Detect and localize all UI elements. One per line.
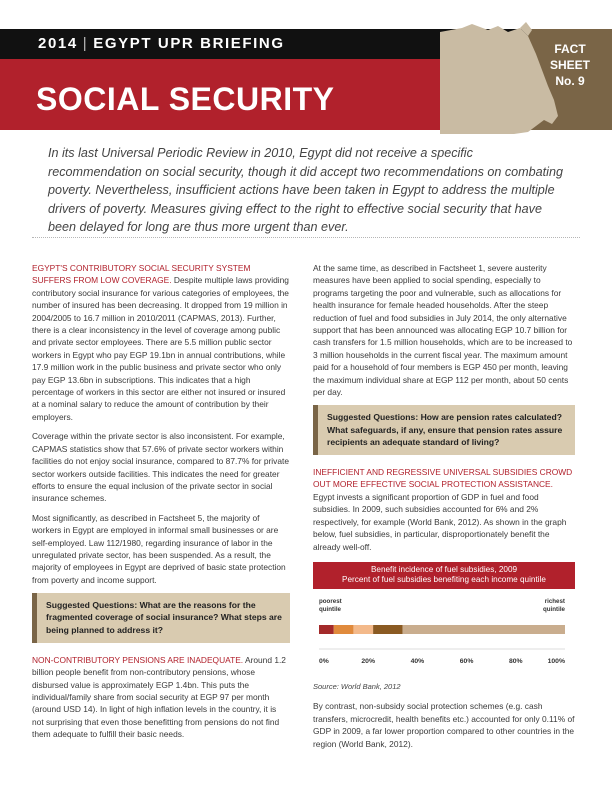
poorest-quintile-label: poorest (319, 597, 342, 605)
page-title: SOCIAL SECURITY (36, 81, 335, 117)
text-pensions: Around 1.2 billion people benefit from non-contributory pensions, whose disbursed value is approximately EGP 1.4bn. This puts the individual/family share from social security at EGP 97 per month (around USD 14). In light of high inflation levels in the country, it is not surprising that even those benefitting from pensions do not find them adequate to fulfill their basic needs. (32, 654, 286, 740)
text-subsidies: Egypt invests a significant proportion of GDP in fuel and food subsidies. In 2009, such subsidies accounted for 6% and 2% respectively, for example (World Bank, 2012). As shown in the graph below, fuel subsidies, in particular, disproportionately benefit the already well-off. (313, 491, 567, 552)
paragraph-pensions (32, 654, 290, 741)
x-tick-label: 100% (547, 657, 565, 665)
fact-line-1: FACT (554, 42, 586, 56)
fuel-subsidy-chart (313, 589, 575, 681)
left-column (32, 262, 290, 748)
paragraph-austerity: At the same time, as described in Factsheet 1, severe austerity measures have been applied to social spending, especially to programs targeting the poor and vulnerable, such as allocations for health insurance for female headed households. After the steep reduction of fuel and food subsidies in July 2014, the only alternative support that has been announced was allocating EGP 10.7 billion for cash transfers for 1.5 million households, which are to be increased to 3 million households in the current fiscal year. The maximum amount paid for a household of four members is EGP 450 per month, leaving the maximum individual share at EGP 112 per month, about 50 cents per day. (313, 263, 573, 398)
quintile-segment-4 (373, 625, 403, 634)
x-tick-label: 60% (459, 657, 474, 665)
quintile-segment-5 (403, 625, 565, 634)
quintile-segment-1 (319, 625, 334, 634)
heading-subsidies: INEFFICIENT AND REGRESSIVE UNIVERSAL SUBSIDIES CROWD OUT MORE EFFECTIVE SOCIAL PROTECTION ASSISTANCE. (313, 467, 573, 490)
text-coverage: Despite multiple laws providing contributory social insurance for various categories of employees, the number of insured has been decreasing. It dropped from 19 million in 2004/2005 to 16.7 million in 2010/2011 (CAPMAS, 2013). Further, there is a clear inconsistency in the level of coverage among public and private sector employees. There are 5.5 million public sector workers in Egypt who pay EGP 19.1bn in annual contributions, while 17.9 million work in the public business and private sector who only pay EGP 13.6bn in subscriptions. This indicates that a high percentage of workers in this sector are either not insured or insured at a nominal salary to reduce the amount of contribution by their employers. (32, 275, 289, 422)
briefing-label (38, 35, 285, 52)
right-column (313, 262, 575, 757)
chart-title-bar (313, 562, 575, 589)
chart-subtitle: Percent of fuel subsidies benefiting each income quintile (342, 575, 546, 585)
paragraph-informal: Most significantly, as described in Factsheet 5, the majority of workers in Egypt are employed in informal small businesses or are self-employed. Law 112/1980, regarding insurance of labor in the unregulated private sector, has been suspended. As a result, the majority of employees in Egypt are deprived of basic state protection from poverty and income support. (32, 512, 286, 585)
quintile-segment-2 (334, 625, 354, 634)
suggested-questions-box: Suggested Questions: What are the reasons for the fragmented coverage of social insurance? What steps are being planned to address it? (32, 593, 290, 643)
paragraph-private-sector: Coverage within the private sector is also inconsistent. For example, CAPMAS statistics show that 57.6% of private sector workers within facilities do not enjoy social insurance, compared to 87.7% for private sector workers outside facilities. This indicates the need for greater efforts to ensure the equal inclusion of the private sector in social insurance schemes. (32, 431, 289, 504)
briefing-name: EGYPT UPR BRIEFING (93, 35, 285, 52)
paragraph-subsidies (313, 466, 575, 553)
poorest-quintile-label: quintile (319, 605, 341, 613)
chart-source: Source: World Bank, 2012 (313, 681, 401, 691)
fact-line-3: No. 9 (555, 74, 585, 88)
chart-title: Benefit incidence of fuel subsidies, 2009 (370, 564, 518, 574)
x-tick-label: 40% (410, 657, 425, 665)
x-tick-label: 0% (319, 657, 329, 665)
paragraph-non-subsidy: By contrast, non-subsidy social protection schemes (e.g. cash transfers, microcredit, health benefits etc.) accounted for only 0.11% of GDP in 2009, a far lower proportion compared to other countries in the region (World Bank, 2012). (313, 701, 575, 749)
briefing-separator: | (82, 35, 89, 52)
quintile-segment-3 (353, 625, 373, 634)
fact-line-2: SHEET (549, 58, 590, 72)
divider (32, 237, 580, 238)
richest-quintile-label: quintile (543, 605, 565, 613)
heading-pensions: NON-CONTRIBUTORY PENSIONS ARE INADEQUATE. (32, 654, 244, 665)
richest-quintile-label: richest (544, 597, 565, 605)
x-tick-label: 20% (361, 657, 376, 665)
briefing-year: 2014 (38, 35, 78, 52)
paragraph-coverage (32, 262, 290, 423)
suggested-questions-box-2: Suggested Questions: How are pension rates calculated? What safeguards, if any, ensure that pension rates assure recipients an adequate standard of living? (313, 405, 575, 455)
intro-paragraph: In its last Universal Periodic Review in 2010, Egypt did not receive a specific recommendation on social security, though it did accept two recommendations on combating poverty. Nevertheless, insufficient actions have been taken in Egypt to address the multiple drivers of poverty. Measures giving effect to the right to effective social security that have been delayed for long are thus more urgent than ever. (48, 146, 563, 234)
fact-sheet-label (530, 41, 610, 89)
x-tick-label: 80% (508, 657, 523, 665)
chart-area (313, 589, 575, 681)
heading-coverage: EGYPT'S CONTRIBUTORY SOCIAL SECURITY SYSTEM SUFFERS FROM LOW COVERAGE. (32, 263, 251, 286)
